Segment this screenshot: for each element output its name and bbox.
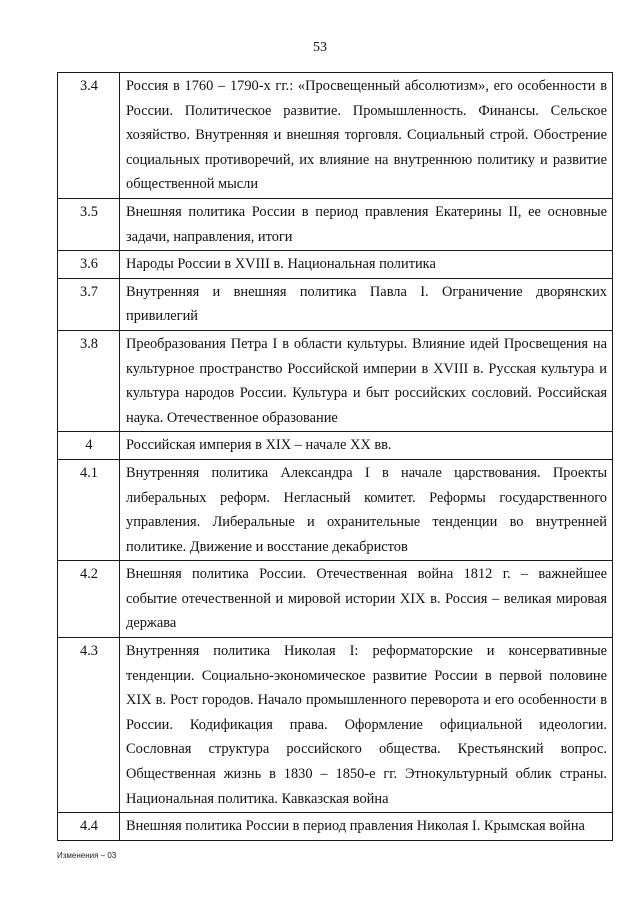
row-topic: Внешняя политика России. Отечественная война 1812 г. – важнейшее событие отечественной и мировой истории XIX в. Россия – великая мировая держава	[120, 561, 613, 638]
table-row	[58, 198, 613, 250]
table-row	[58, 561, 613, 638]
row-number: 3.7	[58, 278, 120, 330]
row-topic: Российская империя в XIX – начале XX вв.	[120, 432, 613, 460]
row-topic: Внутренняя и внешняя политика Павла I. Ограничение дворянских привилегий	[120, 278, 613, 330]
row-topic: Внешняя политика России в период правления Николая I. Крымская война	[120, 813, 613, 841]
row-number: 4.4	[58, 813, 120, 841]
row-number: 4.1	[58, 459, 120, 560]
row-number: 4.2	[58, 561, 120, 638]
table-row	[58, 459, 613, 560]
row-topic: Россия в 1760 – 1790-х гг.: «Просвещенный абсолютизм», его особенности в России. Политическое развитие. Промышленность. Финансы. Сельское хозяйство. Внутренняя и внешняя торговля. Социальный строй. Обострение социальных противоречий, их влияние на внутреннюю политику и развитие общественной мысли	[120, 73, 613, 199]
table-row	[58, 638, 613, 813]
row-number: 4.3	[58, 638, 120, 813]
row-topic: Внутренняя политика Николая I: реформаторские и консервативные тенденции. Социально-экономическое развитие России в первой половине XIX в. Рост городов. Начало промышленного переворота и его особенности в России. Кодификация права. Оформление официальной идеологии. Сословная структура российского общества. Крестьянский вопрос. Общественная жизнь в 1830 – 1850-е гг. Этнокультурный облик страны. Национальная политика. Кавказская война	[120, 638, 613, 813]
table-row	[58, 73, 613, 199]
row-number: 3.8	[58, 330, 120, 431]
row-topic: Внешняя политика России в период правления Екатерины II, ее основные задачи, направления, итоги	[120, 198, 613, 250]
table-row	[58, 432, 613, 460]
table-row	[58, 813, 613, 841]
table-row	[58, 330, 613, 431]
row-topic: Преобразования Петра I в области культуры. Влияние идей Просвещения на культурное пространство Российской империи в XVIII в. Русская культура и культура народов России. Культура и быт российских сословий. Российская наука. Отечественное образование	[120, 330, 613, 431]
table-row	[58, 251, 613, 279]
curriculum-table	[57, 72, 613, 841]
row-number: 3.4	[58, 73, 120, 199]
row-number: 4	[58, 432, 120, 460]
page-number: 53	[313, 40, 327, 55]
row-topic: Народы России в XVIII в. Национальная политика	[120, 251, 613, 279]
row-number: 3.6	[58, 251, 120, 279]
row-number: 3.5	[58, 198, 120, 250]
footer-revision: Изменения – 03	[57, 851, 117, 860]
table-row	[58, 278, 613, 330]
row-topic: Внутренняя политика Александра I в начале царствования. Проекты либеральных реформ. Негласный комитет. Реформы государственного управления. Либеральные и охранительные тенденции во внутренней политике. Движение и восстание декабристов	[120, 459, 613, 560]
